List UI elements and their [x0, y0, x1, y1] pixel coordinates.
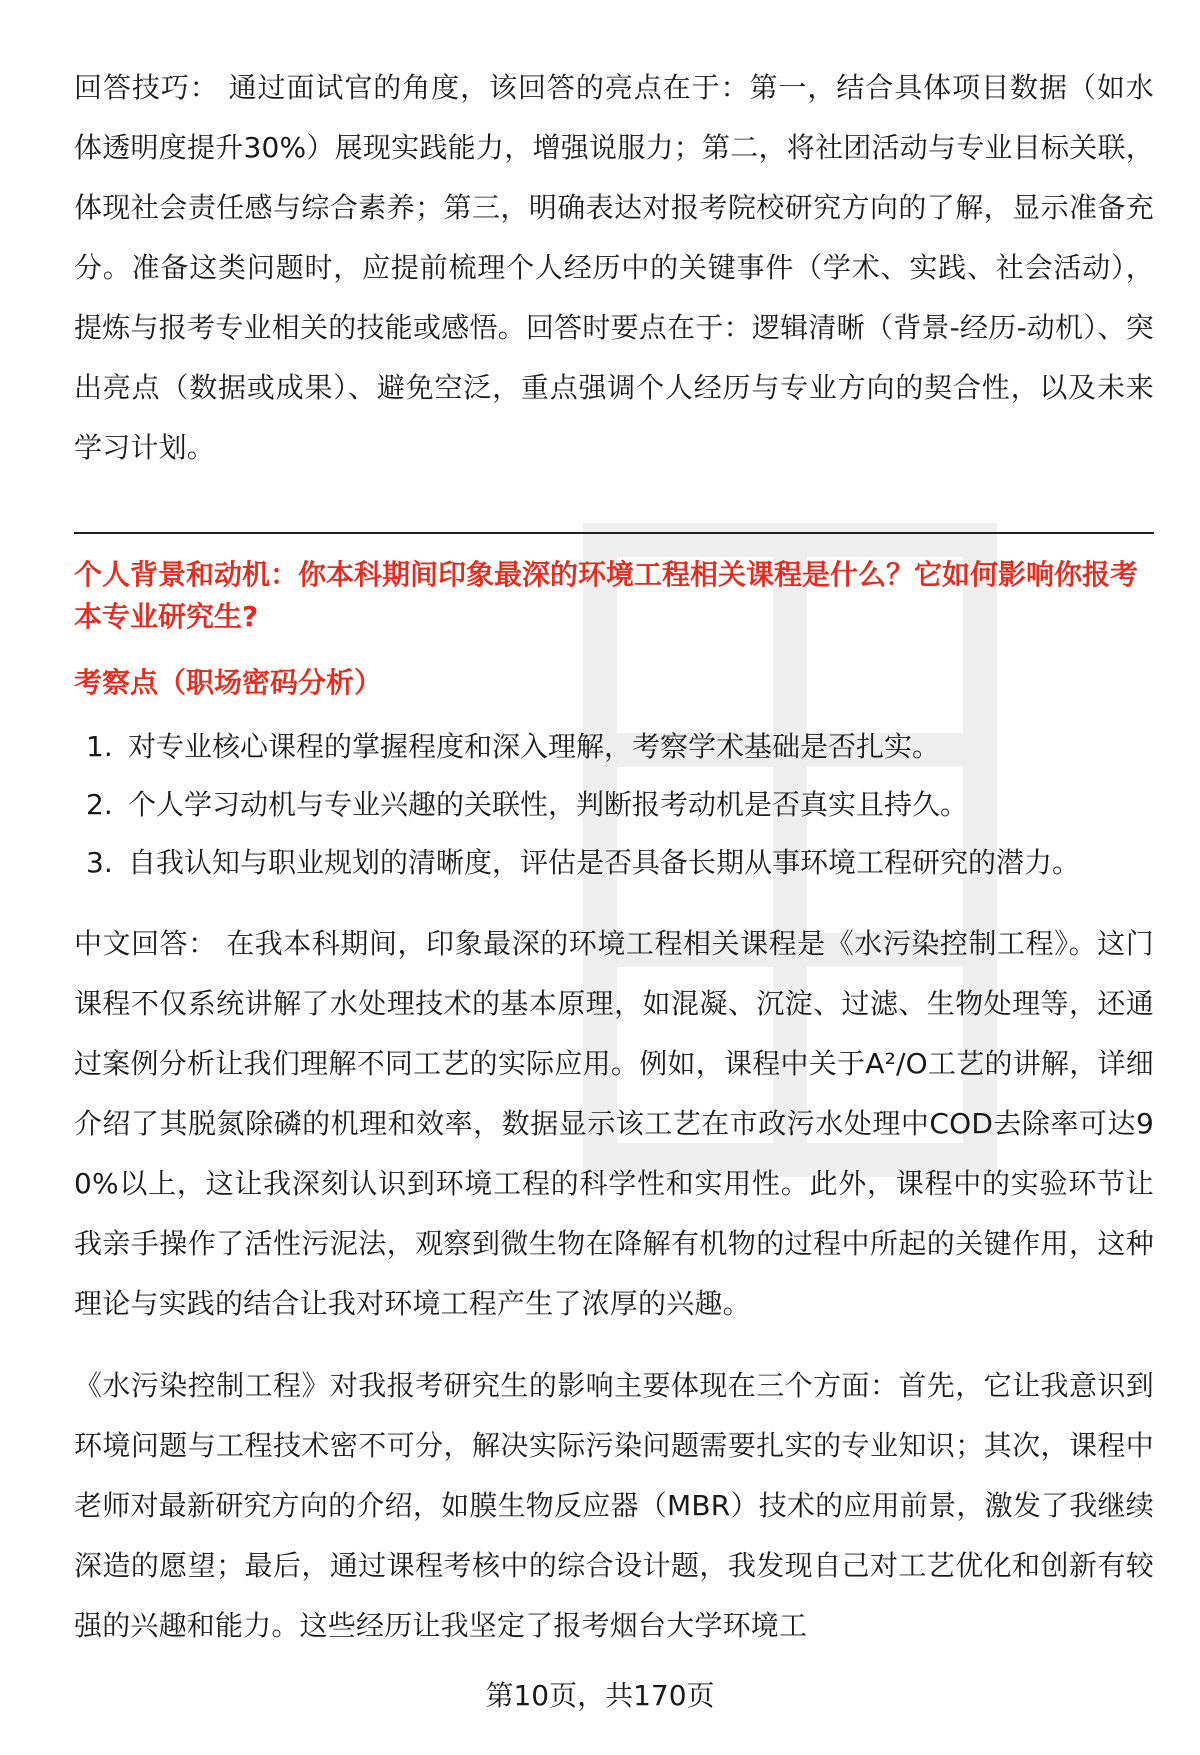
tips-text: 通过面试官的角度，该回答的亮点在于：第一，结合具体项目数据（如水体透明度提升30%）展现实践能力，增强说服力；第二，将社团活动与专业目标关联，体现社会责任感与综合素养；第三，明确表达对报考院校研究方向的了解，显示准备充分。准备这类问题时，应提前梳理个人经历中的关键事件（学术、实践、社会活动），提炼与报考专业相关的技能或感悟。回答时要点在于：逻辑清晰（背景-经历-动机）、突出亮点（数据或成果）、避免空泛，重点强调个人经历与专业方向的契合性，以及未来学习计划。 — [74, 71, 1154, 464]
impact-paragraph: 《水污染控制工程》对我报考研究生的影响主要体现在三个方面：首先，它让我意识到环境问题与工程技术密不可分，解决实际污染问题需要扎实的专业知识；其次，课程中老师对最新研究方向的介绍，如膜生物反应器（MBR）技术的应用前景，激发了我继续深造的愿望；最后，通过课程考核中的综合设计题，我发现自己对工艺优化和创新有较强的兴趣和能力。这些经历让我坚定了报考烟台大学环境工 — [74, 1369, 1154, 1642]
paragraph-gap — [74, 1334, 1154, 1356]
list-item-number: 2. — [86, 788, 113, 821]
list-item-number: 1. — [86, 730, 113, 763]
answer-label: 中文回答： — [74, 927, 217, 960]
question-heading: 个人背景和动机：你本科期间印象最深的环境工程相关课程是什么？它如何影响你报考本专业研究生? — [74, 558, 1139, 633]
analysis-points-list — [74, 718, 1154, 892]
list-item-text: 自我认知与职业规划的清晰度，评估是否具备长期从事环境工程研究的潜力。 — [128, 846, 1081, 879]
answer-text: 在我本科期间，印象最深的环境工程相关课程是《水污染控制工程》。这门课程不仅系统讲解了水处理技术的基本原理，如混凝、沉淀、过滤、生物处理等，还通过案例分析让我们理解不同工艺的实际应用。例如，课程中关于A²/O工艺的讲解，详细介绍了其脱氮除磷的机理和效率，数据显示该工艺在市政污水处理中COD去除率可达90%以上，这让我深刻认识到环境工程的科学性和实用性。此外，课程中的实验环节让我亲手操作了活性污泥法，观察到微生物在降解有机物的过程中所起的关键作用，这种理论与实践的结合让我对环境工程产生了浓厚的兴趣。 — [74, 927, 1154, 1320]
tips-paragraph — [74, 58, 1154, 478]
analysis-title: 考察点（职场密码分析） — [74, 666, 383, 699]
section-divider — [74, 532, 1154, 534]
list-item-number: 3. — [86, 846, 113, 879]
page-content — [74, 58, 1154, 1656]
list-item — [74, 718, 1154, 776]
tips-label: 回答技巧： — [74, 71, 219, 104]
page-footer: 第10页，共170页 — [485, 1679, 715, 1712]
list-item — [74, 834, 1154, 892]
list-item — [74, 776, 1154, 834]
answer-paragraph — [74, 914, 1154, 1334]
list-item-text: 对专业核心课程的掌握程度和深入理解，考察学术基础是否扎实。 — [128, 730, 941, 763]
list-item-text: 个人学习动机与专业兴趣的关联性，判断报考动机是否真实且持久。 — [128, 788, 969, 821]
